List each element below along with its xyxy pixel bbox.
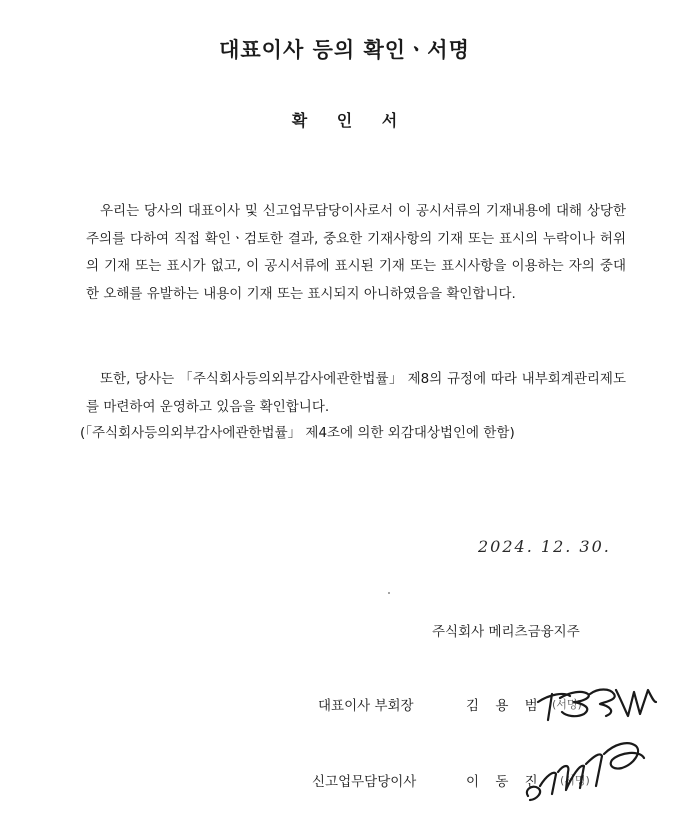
signer-role: 신고업무담당이사	[312, 774, 417, 790]
signature-mark-label: (서명)	[560, 774, 590, 787]
signing-date: 2024. 12. 30.	[478, 537, 611, 556]
signer-name: 김 용 범	[466, 698, 544, 714]
internal-control-paragraph	[86, 366, 626, 421]
signer-role: 대표이사 부회장	[318, 698, 414, 714]
document-title: 대표이사 등의 확인ㆍ서명	[219, 38, 470, 62]
confirmation-paragraph	[86, 198, 626, 308]
signer-name: 이 동 진	[466, 774, 544, 790]
scan-dot	[388, 592, 390, 594]
document-subtitle: 확 인 서	[291, 111, 410, 130]
handwritten-signature-ceo	[530, 672, 660, 732]
confirmation-paragraph-text: 우리는 당사의 대표이사 및 신고업무담당이사로서 이 공시서류의 기재내용에 대해 상당한 주의를 다하여 직접 확인ㆍ검토한 결과, 중요한 기재사항의 기재 또는 표시의 누락이나 허위의 기재 또는 표시가 없고, 이 공시서류에 표시된 기재 또는 표시사항을 이용하는 자의 중대한 오해를 유발하는 내용이 기재 또는 표시되지 아니하였음을 확인합니다.	[86, 203, 626, 302]
signature-mark-label: (서명)	[552, 698, 582, 711]
internal-control-paragraph-text: 또한, 당사는 「주식회사등의외부감사에관한법률」 제8의 규정에 따라 내부회계관리제도를 마련하여 운영하고 있음을 확인합니다.	[86, 371, 626, 415]
scope-note: (「주식회사등의외부감사에관한법률」 제4조에 의한 외감대상법인에 한함)	[80, 425, 515, 441]
handwritten-signature-director	[510, 730, 660, 810]
company-name: 주식회사 메리츠금융지주	[432, 624, 580, 640]
